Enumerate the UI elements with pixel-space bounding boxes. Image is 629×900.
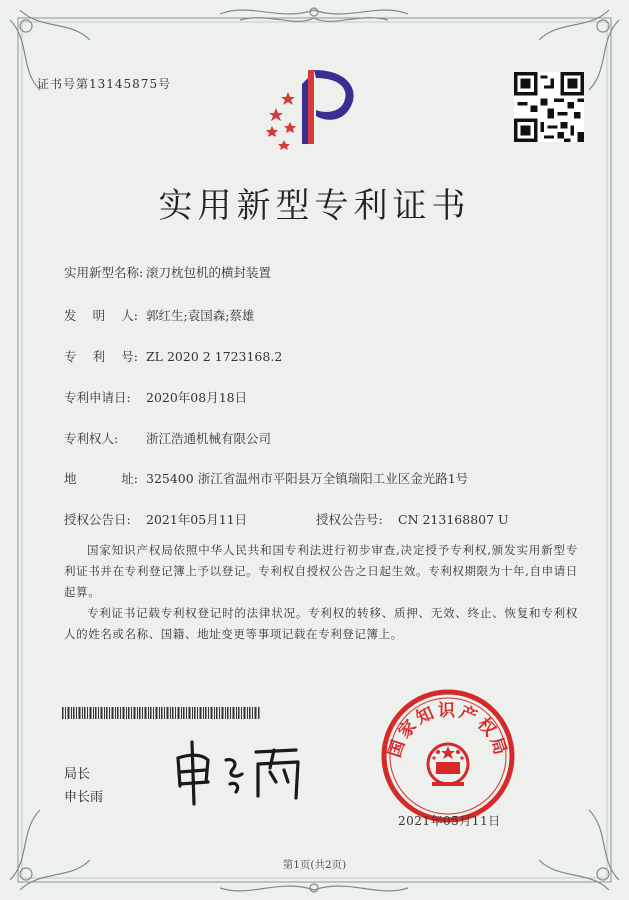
seal-date: 2021年05月11日 <box>398 814 501 828</box>
field-label: 实用新型名称: <box>64 265 144 280</box>
handwritten-signature-icon <box>170 738 320 808</box>
page-number: 第1页(共2页) <box>282 859 347 871</box>
field-label: 专利申请日: <box>64 390 131 405</box>
field-value: ZL 2020 2 1723168.2 <box>146 349 283 364</box>
field-label: 发 明 人: <box>64 308 138 323</box>
grant-statement-paragraph: 国家知识产权局依照中华人民共和国专利法进行初步审查,决定授予专利权,颁发实用新型专利证书并在专利登记簿上予以登记。专利权自授权公告之日起生效。专利权期限为十年,自申请日起算。 <box>64 543 578 599</box>
field-filing-date <box>64 388 247 406</box>
legal-status-paragraph: 专利证书记载专利权登记时的法律状况。专利权的转移、质押、无效、终止、恢复和专利权人的姓名或名称、国籍、地址变更等事项记载在专利登记簿上。 <box>64 606 578 641</box>
cnipa-logo-icon <box>262 64 362 150</box>
official-seal-icon <box>378 686 518 826</box>
field-inventor <box>64 306 254 324</box>
field-label: 专 利 号: <box>64 349 138 364</box>
field-label: 地 址: <box>64 471 138 486</box>
field-grant-date <box>64 510 247 528</box>
field-value: 2021年05月11日 <box>146 512 248 527</box>
field-address <box>64 469 468 487</box>
field-label: 授权公告号: <box>316 512 383 527</box>
field-patent-number <box>64 347 282 365</box>
seal-text: 国家知识产权局 <box>385 701 511 761</box>
certificate-title: 实用新型专利证书 <box>158 186 471 226</box>
signatory-title: 局长 <box>64 767 91 782</box>
field-label: 授权公告日: <box>64 512 131 527</box>
field-value: 滚刀枕包机的横封装置 <box>146 265 272 280</box>
field-utility-model-name <box>64 263 271 281</box>
field-value: 2020年08月18日 <box>146 390 248 405</box>
field-value: CN 213168807 U <box>398 512 509 527</box>
field-value: 郭红生;袁国森;蔡雄 <box>146 308 255 323</box>
qr-code-icon <box>514 72 584 142</box>
signatory-name: 申长雨 <box>64 790 104 805</box>
field-grant-number <box>316 510 509 528</box>
field-label: 专利权人: <box>64 431 119 446</box>
field-value: 325400 浙江省温州市平阳县万全镇瑞阳工业区金光路1号 <box>146 471 469 486</box>
field-value: 浙江浩通机械有限公司 <box>146 431 272 446</box>
certificate-number: 证书号第13145875号 <box>37 77 172 91</box>
barcode-icon <box>62 707 262 719</box>
field-patent-holder <box>64 429 271 447</box>
